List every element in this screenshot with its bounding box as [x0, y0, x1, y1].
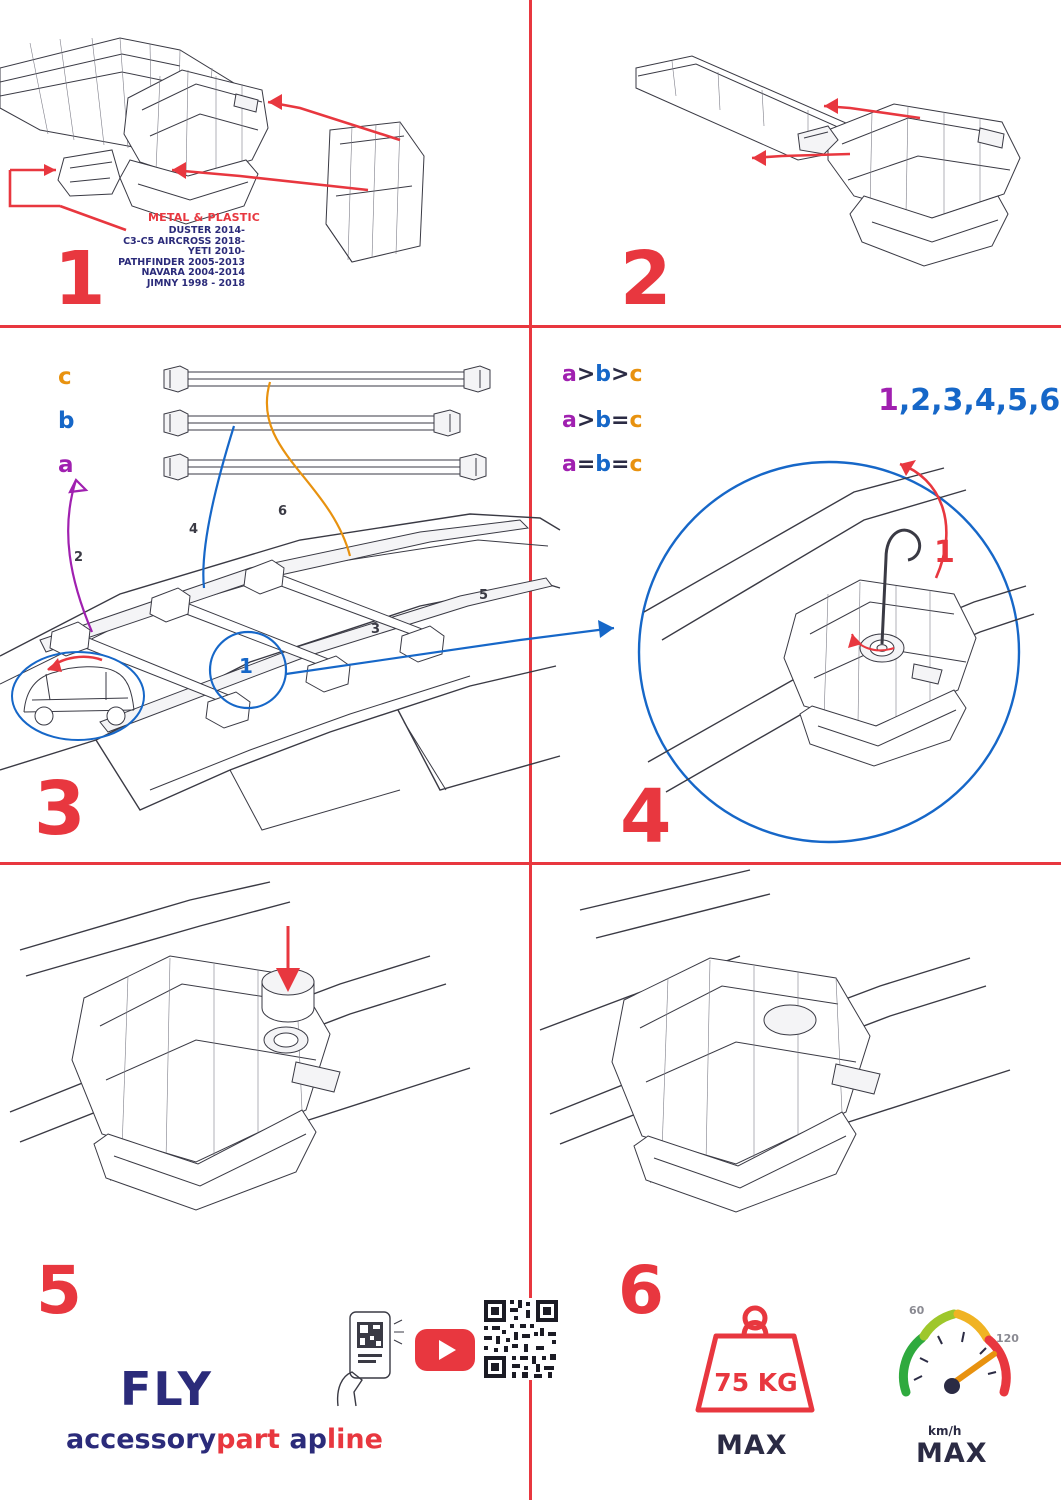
torque-badge-1: 1	[934, 535, 955, 570]
vehicle-item: PATHFINDER 2005-2013	[118, 256, 245, 268]
material-title: METAL & PLASTIC	[148, 211, 261, 224]
step-3-vehicle-illustration	[0, 470, 620, 850]
eq-term-a: a	[562, 408, 577, 433]
gauge-min-label: 60	[909, 1304, 925, 1317]
vehicle-item: YETI 2010-	[187, 246, 245, 257]
eq-term-b: b	[595, 452, 612, 477]
brand-ap: ap	[289, 1424, 327, 1455]
vehicle-item: C3-C5 AIRCROSS 2018-	[123, 235, 245, 247]
step-4-illustration	[614, 462, 1044, 860]
eq-term-c: c	[629, 362, 643, 387]
brand-wordmark	[66, 1424, 383, 1455]
eq-term-b: b	[595, 408, 612, 433]
eq-op: =	[611, 452, 630, 477]
step-number-5: 5	[36, 1252, 81, 1329]
speed-unit-label: km/h	[928, 1424, 962, 1438]
bar-callout-3: 3	[371, 622, 381, 637]
step-number-4: 4	[620, 774, 671, 860]
brand-part: part	[216, 1424, 280, 1455]
vehicle-item: NAVARA 2004-2014	[141, 267, 245, 278]
vehicle-item: DUSTER 2014-	[168, 225, 245, 236]
max-weight-label: MAX	[716, 1430, 788, 1461]
equation-row-1	[562, 362, 643, 387]
eq-term-c: c	[629, 408, 643, 433]
sequence-first: 1	[878, 383, 899, 418]
gauge-max-label: 120	[996, 1332, 1019, 1345]
step-2-illustration	[632, 44, 1052, 274]
eq-term-a: a	[562, 452, 577, 477]
step-6-illustration	[540, 880, 1040, 1210]
tighten-sequence	[878, 383, 1060, 418]
qr-code-icon	[482, 1298, 560, 1380]
bar-callout-2: 2	[74, 550, 84, 565]
brand-line-word: line	[326, 1424, 383, 1455]
brand-fly: FLY	[120, 1362, 213, 1416]
step-number-2: 2	[620, 236, 671, 322]
eq-op: >	[576, 408, 596, 433]
eq-term-a: a	[562, 362, 577, 387]
divider-col-bottom	[529, 862, 532, 1500]
bar-callout-4: 4	[189, 522, 199, 537]
bar-label-a: a	[58, 452, 74, 478]
bar-callout-6: 6	[278, 504, 288, 519]
youtube-icon[interactable]	[414, 1328, 476, 1372]
bar-callout-5: 5	[479, 588, 489, 603]
brand-accessory: accessory	[66, 1424, 217, 1455]
phone-scan-icon	[332, 1310, 404, 1406]
eq-op: >	[576, 362, 596, 387]
eq-op: =	[611, 408, 630, 433]
eq-term-c: c	[629, 452, 643, 477]
eq-op: >	[611, 362, 630, 387]
sequence-rest: ,2,3,4,5,6	[898, 383, 1061, 418]
max-weight-value: 75 KG	[714, 1368, 798, 1397]
eq-term-b: b	[595, 362, 612, 387]
max-speed-label: MAX	[916, 1438, 988, 1469]
step-5-illustration	[10, 880, 510, 1210]
step-number-1: 1	[54, 236, 105, 322]
max-weight-icon	[690, 1300, 820, 1420]
step-number-3: 3	[34, 766, 85, 852]
bar-label-c: c	[58, 364, 72, 390]
bar-label-b: b	[58, 408, 75, 434]
vehicle-item: JIMNY 1998 - 2018	[146, 277, 245, 289]
equation-row-2	[562, 408, 643, 433]
detail-badge-1: 1	[239, 654, 253, 678]
eq-op: =	[576, 452, 596, 477]
step-number-6: 6	[618, 1252, 663, 1329]
divider-col-top	[529, 0, 532, 325]
